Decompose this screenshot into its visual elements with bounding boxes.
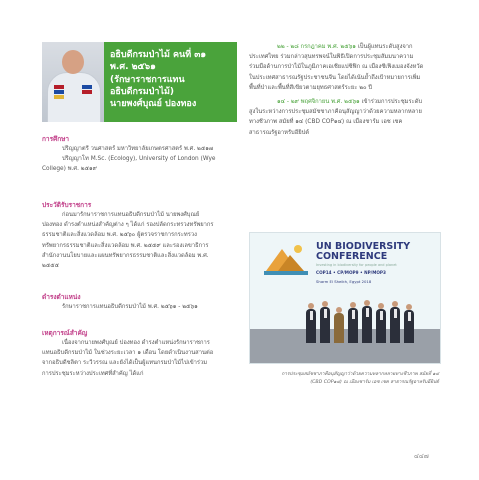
text-line: College) พ.ศ. ๒๕๑๙ [42, 166, 97, 173]
banner-title: UN BIODIVERSITY CONFERENCE [316, 241, 411, 262]
text-line: รักษาราชการแทนอธิบดีกรมป่าไม้ พ.ศ. ๒๕๖๑ - ๒๕๖๑ [62, 304, 198, 310]
paragraph-first-line [249, 42, 439, 52]
person-figure [390, 307, 400, 343]
text-line: ในประเทศสาธารณรัฐประชาชนจีน โดยได้เน้นย้ำถึงเป้าหมายการเพิ่ม [249, 74, 421, 81]
event-date: ๑๔ - ๒๙ พฤศจิกายน พ.ศ. ๒๕๖๑ [277, 99, 360, 106]
uniform-shape [47, 72, 101, 122]
caption-line: (CBD COP๑๔) ณ เมืองชาร์ม เอช เชค สาธารณรัฐอาหรับอียิปต์ [310, 380, 439, 385]
text-line: สาธารณรัฐอาหรับอียิปต์ [249, 129, 310, 136]
text-span: เข้าร่วมการประชุมระดับ [359, 99, 423, 106]
banner-cop: COP14 • CP/MOP9 • NP/MOP3 [316, 270, 386, 275]
caption-line: การประชุมสมัชชาภาคีอนุสัญญาว่าด้วยความหลากหลายทางชีวภาพ สมัยที่ ๑๔ [281, 372, 439, 377]
person-figure [306, 309, 316, 343]
person-figure [362, 306, 372, 343]
text-span: เป็นผู้แทนระดับสูงจาก [355, 44, 413, 50]
text-line: สูงในระหว่างการประชุมสมัชชาภาคีอนุสัญญาว่าด้วยความหลากหลาย [249, 109, 422, 116]
career-title: ประวัติรับราชการ [42, 201, 92, 209]
text-line: ๒๕๕๕ [42, 263, 59, 270]
text-line: ทรัพยากรธรรมชาติและสิ่งแวดล้อม พ.ศ. ๒๕๕๙ และรองเลขาธิการ [42, 242, 209, 249]
person-figure [376, 309, 386, 343]
banner-subtitle: Investing in biodiversity for people and planet [316, 263, 397, 267]
text-line: การประชุมระหว่างประเทศที่สำคัญ ได้แก่ [42, 370, 144, 377]
header-line: อธิบดีกรมป่าไม้) [110, 86, 175, 97]
text-line: สำนักงานนโยบายและแผนทรัพยากรธรรมชาติและสิ่งแวดล้อม พ.ศ. [42, 252, 209, 259]
text-line: ก่อนมารักษาราชการแทนอธิบดีกรมป่าไม้ นายพงศ์บุณย์ [62, 212, 200, 218]
person-figure [334, 313, 344, 343]
cop14-logo-icon [262, 241, 310, 281]
header-line: นายพงศ์บุณย์ ปองทอง [110, 99, 197, 110]
position-title: ดำรงตำแหน่ง [42, 293, 81, 301]
education-text [42, 144, 242, 175]
person-figure [320, 307, 330, 343]
portrait-photo [42, 42, 104, 122]
text-line: ปริญญาตรี วนศาสตร์ มหาวิทยาลัยเกษตรศาสตร์ พ.ศ. ๒๕๑๗ [62, 146, 214, 152]
medal-ribbons-icon [54, 85, 64, 89]
text-line: ปริญญาโท M.Sc. (Ecology), University of London (Wye [62, 156, 216, 163]
text-line: ร่วมมือด้านการป่าไม้ในภูมิภาคเอเชียแปซิฟิก ณ เมืองซีเฟิงเมองจังหวัด [249, 64, 424, 71]
header-line: (รักษาราชการแทน [110, 74, 185, 85]
events-text [42, 338, 242, 379]
banner-place: Sharm El Sheikh, Egypt 2018 [316, 279, 372, 284]
header-line: พ.ศ. ๒๕๖๑ [110, 62, 156, 73]
page-number: ๔๔๗ [414, 452, 429, 460]
text-line: จากอธิบดีชลิตา ระวีวรรณ และยังได้เป็นผู้แทนกรมป่าไม้ไปเข้าร่วม [42, 360, 208, 367]
medal-ribbons-icon [82, 85, 92, 89]
conference-photo [249, 232, 441, 364]
head-shape [62, 50, 84, 74]
text-line: ธรรมชาติและสิ่งแวดล้อม พ.ศ. ๒๕๖๐ ผู้ตรวจราชการกระทรวง [42, 232, 197, 239]
text-line: ประเทศไทย ร่วมกล่าวสุนทรพจน์ในพิธีเปิดการประชุมสัมมนาความ [249, 54, 414, 61]
events-detail [249, 42, 439, 138]
text-line: พื้นที่ป่าและพื้นที่สีเขียวตามยุทธศาสตร์ระยะ ๒๐ ปี [249, 84, 373, 91]
paragraph-first-line [249, 97, 439, 107]
text-line: แทนอธิบดีกรมป่าไม้ ในช่วงระยะเวลา ๑ เดือน โดยดำเนินงานสานต่อ [42, 350, 214, 357]
position-text [42, 302, 242, 312]
header-line: อธิบดีกรมป่าไม้ คนที่ ๓๑ [110, 50, 207, 60]
header-title [110, 49, 236, 110]
career-text [42, 210, 242, 271]
text-line: ทางชีวภาพ สมัยที่ ๑๔ (CBD COP๑๔) ณ เมืองชาร์ม เอช เชค [249, 119, 403, 126]
person-figure [348, 308, 358, 343]
event-date: ๒๒ - ๒๘ กรกฎาคม พ.ศ. ๒๕๖๑ [277, 44, 356, 50]
education-title: การศึกษา [42, 135, 70, 143]
events-title: เหตุการณ์สำคัญ [42, 329, 88, 337]
photo-caption [249, 371, 439, 387]
person-figure [404, 310, 414, 343]
text-line: เนื่องจากนายพงศ์บุณย์ ปองทอง ดำรงตำแหน่งรักษาราชการ [62, 340, 210, 346]
text-line: ปองทอง ดำรงตำแหน่งสำคัญต่าง ๆ ได้แก่ รองปลัดกระทรวงทรัพยากร [42, 222, 214, 229]
